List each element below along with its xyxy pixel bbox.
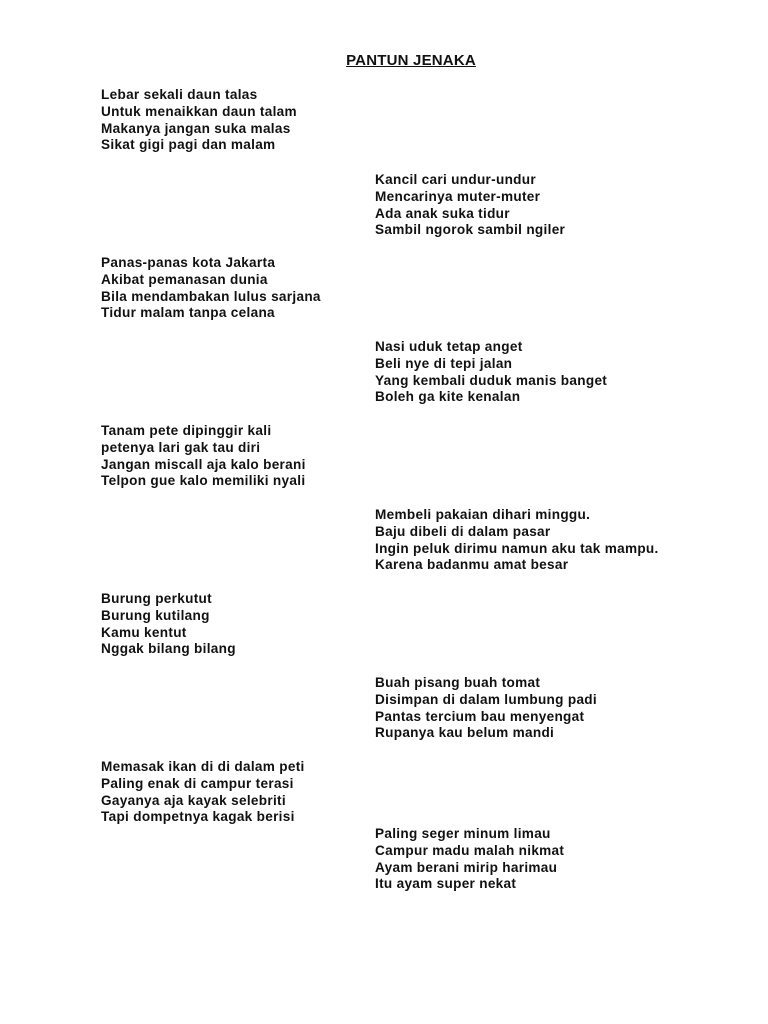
stanza-line: Mencarinya muter-muter	[375, 188, 541, 204]
stanza-4	[375, 339, 607, 406]
stanza-line: Untuk menaikkan daun talam	[101, 103, 297, 119]
stanza-6	[375, 507, 659, 574]
stanza-line: Panas-panas kota Jakarta	[101, 255, 276, 270]
stanza-8	[375, 675, 597, 742]
stanza-3	[101, 255, 321, 322]
stanza-line: Membeli pakaian dihari minggu.	[375, 507, 591, 522]
stanza-line: petenya lari gak tau diri	[101, 439, 261, 455]
stanza-line: Sikat gigi pagi dan malam	[101, 137, 276, 153]
stanza-line: Beli nye di tepi jalan	[375, 355, 513, 371]
stanza-line: Bila mendambakan lulus sarjana	[101, 288, 321, 304]
stanza-line: Akibat pemanasan dunia	[101, 271, 268, 287]
stanza-line: Karena badanmu amat besar	[375, 557, 569, 573]
stanza-2	[375, 172, 565, 239]
stanza-line: Tidur malam tanpa celana	[101, 305, 275, 321]
stanza-line: Ayam berani mirip harimau	[375, 859, 558, 875]
stanza-line: Buah pisang buah tomat	[375, 675, 541, 690]
stanza-5	[101, 423, 306, 490]
stanza-line: Makanya jangan suka malas	[101, 120, 291, 136]
stanza-line: Burung perkutut	[101, 591, 212, 606]
stanza-line: Campur madu malah nikmat	[375, 842, 565, 858]
stanza-9	[101, 759, 305, 826]
stanza-line: Kamu kentut	[101, 624, 187, 640]
stanza-line: Paling seger minum limau	[375, 826, 551, 841]
stanza-line: Ada anak suka tidur	[375, 205, 510, 221]
stanza-10	[375, 826, 564, 893]
stanza-line: Disimpan di dalam lumbung padi	[375, 691, 597, 707]
stanza-line: Rupanya kau belum mandi	[375, 725, 555, 741]
stanza-line: Gayanya aja kayak selebriti	[101, 792, 286, 808]
stanza-line: Itu ayam super nekat	[375, 876, 517, 892]
stanza-line: Yang kembali duduk manis banget	[375, 372, 608, 388]
stanza-line: Pantas tercium bau menyengat	[375, 708, 585, 724]
page-title: PANTUN JENAKA	[346, 52, 476, 69]
stanza-line: Memasak ikan di di dalam peti	[101, 759, 305, 774]
stanza-line: Paling enak di campur terasi	[101, 775, 294, 791]
stanza-line: Telpon gue kalo memiliki nyali	[101, 473, 306, 489]
stanza-line: Nasi uduk tetap anget	[375, 339, 523, 354]
stanza-line: Baju dibeli di dalam pasar	[375, 523, 551, 539]
stanza-line: Sambil ngorok sambil ngiler	[375, 222, 566, 238]
stanza-line: Kancil cari undur-undur	[375, 172, 536, 187]
stanza-line: Ingin peluk dirimu namun aku tak mampu.	[375, 540, 659, 556]
stanza-line: Tanam pete dipinggir kali	[101, 423, 272, 438]
stanza-line: Tapi dompetnya kagak berisi	[101, 809, 295, 825]
stanza-line: Jangan miscall aja kalo berani	[101, 456, 306, 472]
stanza-1	[101, 87, 297, 154]
stanza-line: Burung kutilang	[101, 607, 210, 623]
stanza-line: Lebar sekali daun talas	[101, 87, 258, 102]
stanza-line: Nggak bilang bilang	[101, 641, 236, 657]
stanza-7	[101, 591, 236, 658]
stanza-line: Boleh ga kite kenalan	[375, 389, 521, 405]
